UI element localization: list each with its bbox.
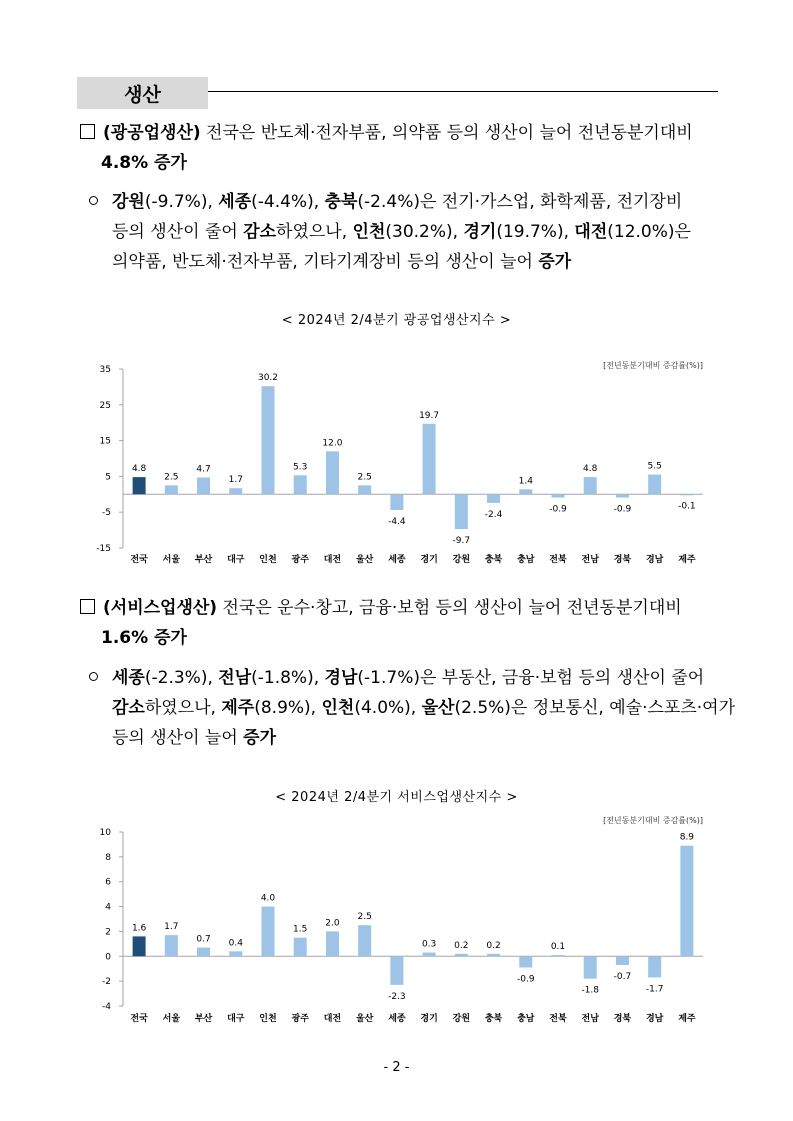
chart-note: [전년동분기대비 증감률(%)] bbox=[603, 361, 703, 370]
bullet-circle-icon bbox=[89, 672, 98, 681]
bar bbox=[165, 485, 178, 494]
bar bbox=[294, 475, 307, 494]
bar bbox=[455, 954, 468, 956]
bar bbox=[133, 936, 146, 956]
category-label: 세종 bbox=[388, 555, 406, 565]
body-text: (-4.4%), bbox=[251, 192, 325, 212]
y-tick-label: 8 bbox=[105, 852, 111, 863]
data-label: -1.8 bbox=[581, 985, 600, 996]
category-label: 제주 bbox=[678, 1014, 696, 1024]
category-label: 전국 bbox=[130, 1014, 148, 1024]
y-tick-label: -2 bbox=[102, 977, 111, 988]
body-text: (-2.4%)은 전기·가스업, 화학제품, 전기장비 bbox=[357, 192, 683, 212]
category-label: 경남 bbox=[645, 1014, 664, 1024]
data-label: 4.7 bbox=[196, 464, 211, 475]
services-header-text: 전국은 운수·창고, 금융·보험 등의 생산이 늘어 전년동분기대비 bbox=[217, 598, 682, 618]
category-label: 경북 bbox=[613, 1014, 632, 1024]
data-label: 30.2 bbox=[257, 373, 279, 384]
bar bbox=[584, 477, 597, 494]
data-label: 2.5 bbox=[357, 912, 372, 923]
y-tick-label: 0 bbox=[105, 952, 111, 963]
y-tick-label: 10 bbox=[99, 828, 111, 838]
data-label: -1.7 bbox=[645, 984, 664, 995]
bar bbox=[680, 846, 693, 957]
category-label: 대구 bbox=[227, 1014, 245, 1024]
body-text: (-1.8%), bbox=[251, 668, 325, 688]
bullet-circle-icon bbox=[89, 196, 98, 205]
category-label: 인천 bbox=[259, 1014, 277, 1024]
category-label: 경남 bbox=[645, 555, 664, 565]
emphasis-text: 증가 bbox=[538, 252, 572, 272]
bar bbox=[519, 956, 532, 967]
category-label: 대전 bbox=[323, 555, 342, 565]
mining-header-label: (광공업생산) bbox=[103, 123, 201, 143]
y-tick-label: -5 bbox=[102, 508, 111, 519]
data-label: 1.5 bbox=[293, 924, 308, 935]
services-bullet-text-1 bbox=[112, 668, 704, 688]
mining-bullet-line-3 bbox=[112, 247, 571, 277]
data-label: 1.7 bbox=[228, 475, 243, 486]
bar bbox=[423, 953, 436, 957]
emphasis-text: 제주 bbox=[221, 698, 255, 718]
data-label: 8.9 bbox=[679, 832, 695, 843]
y-tick-label: 35 bbox=[99, 365, 111, 375]
category-label: 전국 bbox=[130, 555, 148, 565]
data-label: 0.2 bbox=[486, 940, 501, 951]
data-label: 2.0 bbox=[325, 918, 340, 929]
mining-chart-title: < 2024년 2/4분기 광공업생산지수 > bbox=[281, 313, 512, 328]
data-label: -0.1 bbox=[678, 501, 696, 512]
body-text: (19.7%), bbox=[496, 222, 575, 242]
services-chart bbox=[85, 812, 725, 1030]
bar bbox=[326, 451, 339, 494]
emphasis-text: 충북 bbox=[324, 192, 358, 212]
category-label: 경북 bbox=[613, 555, 632, 565]
bar bbox=[487, 954, 500, 956]
bar bbox=[616, 956, 629, 965]
emphasis-text: 증가 bbox=[243, 728, 277, 748]
bar bbox=[358, 485, 371, 494]
emphasis-text: 인천 bbox=[352, 222, 386, 242]
data-label: 2.5 bbox=[357, 472, 372, 483]
data-label: -0.9 bbox=[516, 974, 535, 985]
y-tick-label: 15 bbox=[99, 436, 111, 447]
bar bbox=[552, 955, 565, 956]
bar bbox=[390, 494, 403, 510]
mining-chart bbox=[85, 355, 725, 570]
bar bbox=[584, 956, 597, 978]
bar bbox=[358, 925, 371, 956]
bar bbox=[680, 494, 693, 495]
section-divider bbox=[208, 91, 718, 92]
services-header-label: (서비스업생산) bbox=[103, 598, 218, 618]
category-label: 경기 bbox=[420, 555, 438, 565]
emphasis-text: 전남 bbox=[218, 668, 252, 688]
mining-bullet-text-1 bbox=[112, 192, 682, 212]
category-label: 강원 bbox=[452, 555, 471, 565]
services-header-value: 1.6% 증가 bbox=[101, 628, 187, 648]
bar bbox=[294, 938, 307, 957]
category-label: 전남 bbox=[581, 1014, 599, 1024]
data-label: 12.0 bbox=[322, 438, 343, 449]
emphasis-text: 세종 bbox=[112, 668, 145, 688]
data-label: 1.7 bbox=[164, 922, 179, 933]
services-bullet-line-1 bbox=[89, 663, 704, 693]
data-label: -0.9 bbox=[549, 504, 567, 515]
category-label: 강원 bbox=[452, 1014, 471, 1024]
data-label: 1.4 bbox=[518, 476, 533, 487]
y-tick-label: 4 bbox=[105, 902, 111, 913]
body-text: (-2.3%), bbox=[144, 668, 219, 688]
data-label: 0.2 bbox=[454, 940, 469, 951]
data-label: 0.3 bbox=[421, 939, 437, 950]
data-label: 0.4 bbox=[228, 938, 243, 949]
data-label: 19.7 bbox=[419, 410, 440, 421]
mining-header bbox=[80, 118, 693, 148]
y-tick-label: 5 bbox=[105, 472, 111, 483]
data-label: -0.7 bbox=[613, 971, 632, 982]
emphasis-text: 강원 bbox=[112, 192, 145, 212]
services-bullet-text-2 bbox=[112, 698, 735, 718]
bar bbox=[197, 477, 210, 494]
bar bbox=[648, 475, 661, 495]
category-label: 울산 bbox=[355, 1014, 374, 1024]
services-header bbox=[80, 593, 682, 623]
body-text: 등의 생산이 줄어 bbox=[112, 222, 244, 242]
data-label: 0.7 bbox=[196, 934, 211, 945]
category-label: 충북 bbox=[484, 555, 503, 565]
bar bbox=[262, 907, 275, 957]
data-label: -2.3 bbox=[388, 991, 406, 1002]
mining-bullet-text-2 bbox=[112, 222, 691, 242]
category-label: 충남 bbox=[517, 555, 535, 565]
category-label: 전북 bbox=[549, 555, 567, 565]
emphasis-text: 감소 bbox=[112, 698, 145, 718]
mining-bullet-line-1 bbox=[89, 187, 682, 217]
bar bbox=[229, 951, 242, 956]
y-tick-label: -15 bbox=[96, 544, 111, 554]
bar bbox=[262, 386, 275, 494]
checkbox-square-icon bbox=[80, 599, 95, 614]
emphasis-text: 경남 bbox=[324, 668, 358, 688]
category-label: 제주 bbox=[678, 555, 696, 565]
emphasis-text: 인천 bbox=[321, 698, 355, 718]
category-label: 인천 bbox=[259, 555, 277, 565]
checkbox-square-icon bbox=[80, 124, 95, 139]
mining-header-value-line bbox=[101, 148, 187, 178]
bar bbox=[552, 494, 565, 497]
category-label: 경기 bbox=[420, 1014, 438, 1024]
body-text: (4.0%), bbox=[354, 698, 422, 718]
body-text: 등의 생산이 늘어 bbox=[112, 728, 244, 748]
mining-bullet-line-2 bbox=[112, 217, 691, 247]
bar bbox=[455, 494, 468, 529]
body-text: (12.0%)은 bbox=[607, 222, 691, 242]
bar bbox=[390, 956, 403, 985]
bar bbox=[133, 477, 146, 494]
category-label: 부산 bbox=[194, 1014, 213, 1024]
body-text: 하였으나, bbox=[144, 698, 222, 718]
services-header-value-line bbox=[101, 623, 187, 653]
data-label: 1.6 bbox=[131, 923, 147, 934]
data-label: -0.9 bbox=[613, 504, 632, 515]
y-tick-label: -4 bbox=[102, 1002, 111, 1012]
emphasis-text: 대전 bbox=[574, 222, 608, 242]
category-label: 울산 bbox=[355, 555, 374, 565]
bar bbox=[326, 931, 339, 956]
body-text: 의약품, 반도체·전자부품, 기타기계장비 등의 생산이 늘어 bbox=[112, 252, 539, 272]
category-label: 충남 bbox=[517, 1014, 535, 1024]
bar bbox=[165, 935, 178, 956]
y-tick-label: 25 bbox=[99, 400, 111, 411]
emphasis-text: 울산 bbox=[421, 698, 455, 718]
data-label: -9.7 bbox=[452, 536, 471, 547]
bar bbox=[616, 494, 629, 497]
category-label: 세종 bbox=[388, 1014, 406, 1024]
body-text: (-1.7%)은 부동산, 금융·보험 등의 생산이 줄어 bbox=[357, 668, 705, 688]
emphasis-text: 경기 bbox=[463, 222, 497, 242]
category-label: 서울 bbox=[162, 555, 181, 565]
data-label: -4.4 bbox=[388, 517, 406, 528]
bar bbox=[519, 489, 532, 494]
section-title: 생산 bbox=[77, 77, 208, 109]
category-label: 충북 bbox=[484, 1014, 503, 1024]
mining-bullet-text-3 bbox=[112, 252, 571, 272]
category-label: 대전 bbox=[323, 1014, 342, 1024]
category-label: 광주 bbox=[291, 555, 309, 565]
data-label: 2.5 bbox=[164, 472, 179, 483]
category-label: 서울 bbox=[162, 1014, 181, 1024]
body-text: (30.2%), bbox=[385, 222, 464, 242]
bar bbox=[229, 488, 242, 494]
body-text: 하였으나, bbox=[276, 222, 353, 242]
emphasis-text: 세종 bbox=[218, 192, 252, 212]
page-number: - 2 - bbox=[383, 1060, 410, 1075]
category-label: 광주 bbox=[291, 1014, 309, 1024]
category-label: 대구 bbox=[227, 555, 245, 565]
bar bbox=[648, 956, 661, 977]
category-label: 전남 bbox=[581, 555, 599, 565]
bar bbox=[197, 948, 210, 957]
data-label: -2.4 bbox=[484, 509, 503, 520]
y-tick-label: 2 bbox=[105, 927, 111, 938]
category-label: 전북 bbox=[549, 1014, 567, 1024]
chart-note: [전년동분기대비 증감률(%)] bbox=[603, 816, 703, 825]
body-text: (8.9%), bbox=[254, 698, 322, 718]
y-tick-label: 6 bbox=[105, 877, 111, 888]
category-label: 부산 bbox=[194, 555, 213, 565]
data-label: 5.5 bbox=[647, 461, 662, 472]
services-bullet-text-3 bbox=[112, 728, 276, 748]
data-label: 4.0 bbox=[260, 893, 276, 904]
data-label: 4.8 bbox=[583, 464, 598, 475]
data-label: 4.8 bbox=[131, 464, 147, 475]
body-text: (-9.7%), bbox=[144, 192, 219, 212]
services-bullet-line-2 bbox=[112, 693, 735, 723]
services-bullet-line-3 bbox=[112, 723, 276, 753]
bar bbox=[487, 494, 500, 503]
services-chart-title: < 2024년 2/4분기 서비스업생산지수 > bbox=[275, 790, 518, 805]
mining-header-value: 4.8% 증가 bbox=[101, 153, 187, 173]
body-text: (2.5%)은 정보통신, 예술·스포츠·여가 bbox=[454, 698, 736, 718]
data-label: 0.1 bbox=[550, 942, 566, 953]
emphasis-text: 감소 bbox=[243, 222, 277, 242]
data-label: 5.3 bbox=[293, 462, 308, 473]
bar bbox=[423, 424, 436, 495]
mining-header-text: 전국은 반도체·전자부품, 의약품 등의 생산이 늘어 전년동분기대비 bbox=[200, 123, 693, 143]
